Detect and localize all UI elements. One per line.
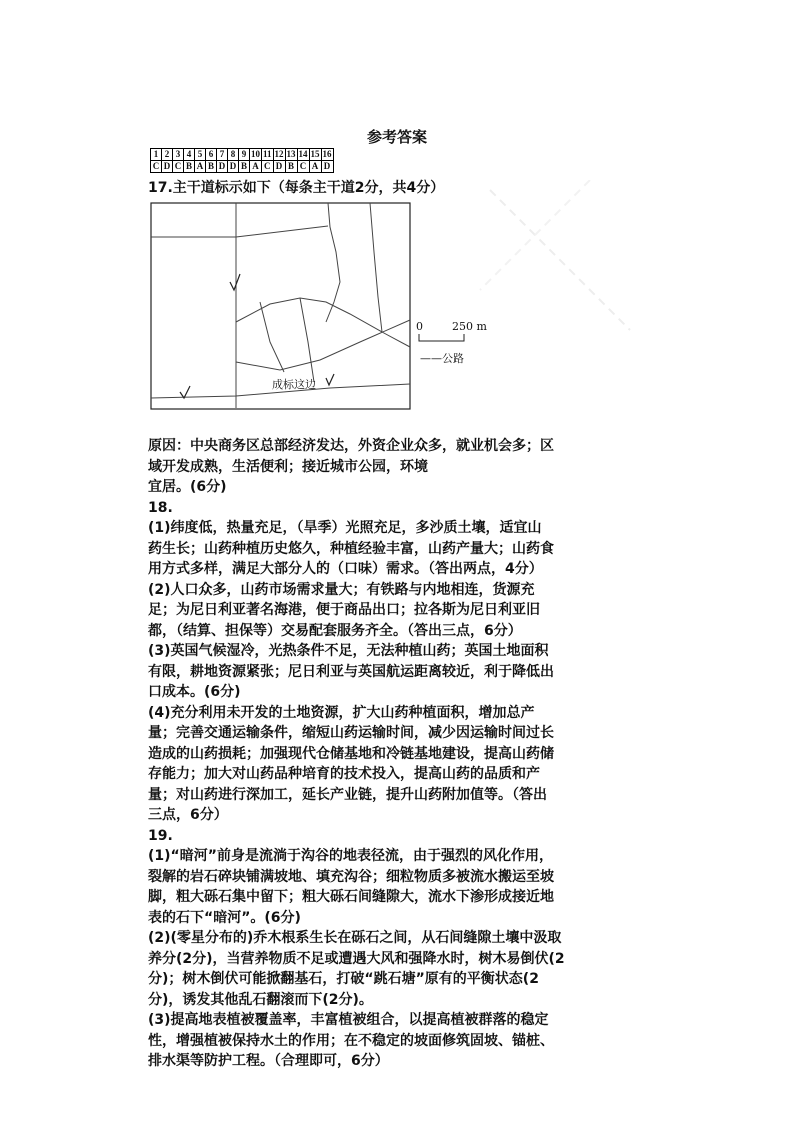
q19-answer-line: (3)提高地表植被覆盖率，丰富植被组合，以提高植被群落的稳定 (148, 1012, 549, 1028)
q19-answer-line: (2)(零星分布的)乔木根系生长在砾石之间，从石间缝隙土壤中汲取 (148, 930, 562, 946)
q18-answer-line: 造成的山药损耗；加强现代仓储基地和冷链基地建设，提高山药储 (148, 745, 554, 762)
road-right-curve (326, 203, 340, 322)
q17-reason-line: 域开发成熟，生活便利；接近城市公园，环境 (148, 458, 428, 475)
q19-answer-line: 脚，粗大砾石集中留下；粗大砾石间缝隙大，流水下渗形成接近地 (148, 889, 554, 905)
answer-table-answer: B (285, 161, 297, 173)
answer-table-number: 12 (274, 149, 284, 159)
answer-table-answer-row (151, 161, 334, 173)
check-mark-label (326, 374, 334, 385)
check-mark-main-road (230, 274, 240, 290)
answer-table-answer: D (228, 161, 239, 173)
answer-table-number: 9 (239, 149, 250, 161)
road-middle (236, 298, 410, 347)
answer-table-number: 8 (228, 149, 239, 161)
q19-answer-line: 表的石下“暗河”。(6分) (148, 909, 301, 926)
answer-table-answer: B (239, 161, 250, 173)
q17-reason (148, 436, 658, 498)
q19-answer (148, 846, 658, 1072)
q18-answer-line: 药生长；山药种植历史悠久，种植经验丰富，山药产量大；山药食 (148, 540, 554, 557)
answer-table-number: 6 (206, 149, 217, 161)
answer-table (150, 148, 334, 173)
watermark-lines (470, 180, 650, 360)
answer-table-number: 5 (195, 149, 206, 161)
map-legend: ——公路 (420, 352, 464, 365)
check-mark-bottom-road (180, 386, 190, 398)
map-scale-distance: 250 m (452, 320, 487, 333)
scale-bar (418, 333, 466, 343)
map-scale-zero: 0 (416, 320, 423, 333)
q17-reason-line: 宜居。(6分) (148, 479, 227, 495)
answer-table-answer: C (262, 161, 274, 173)
answer-table-answer: A (250, 161, 262, 173)
answer-table-number: 13 (286, 149, 296, 159)
q19-answer-line: 裂解的岩石碎块铺满坡地、填充沟谷；细粒物质多被流水搬运至坡 (148, 868, 554, 885)
answer-table-answer: C (151, 161, 162, 173)
page-title: 参考答案 (366, 128, 427, 146)
q18-answer-line: 足；为尼日利亚著名海港，便于商品出口；拉各斯为尼日利亚旧 (148, 602, 540, 618)
q18-answer (148, 518, 658, 826)
q19-answer-line: 排水渠等防护工程。（合理即可，6分） (148, 1053, 389, 1069)
road-far-right (370, 203, 382, 332)
answer-table-number: 16 (322, 149, 332, 159)
q18-answer-line: 存能力；加大对山药品种培育的技术投入，提高山药的品质和产 (148, 766, 540, 782)
answer-table-number: 1 (151, 149, 162, 161)
q19-answer-line: 养分(2分)，当营养物质不足或遭遇大风和强降水时，树木易倒伏(2 (148, 950, 565, 967)
answer-table-number: 2 (162, 149, 173, 161)
q18-answer-line: 口成本。(6分) (148, 684, 241, 700)
answer-table-number-row (151, 149, 334, 161)
q18-answer-line: (4)充分利用未开发的土地资源，扩大山药种植面积，增加总产 (148, 704, 535, 721)
answer-table-answer: B (184, 161, 195, 173)
answer-table-answer: B (206, 161, 217, 173)
answer-table-number: 4 (184, 149, 195, 161)
q18-answer-line: (2)人口众多，山药市场需求量大；有铁路与内地相连，货源充 (148, 581, 535, 598)
q19-answer-line: 性，增强植被保持水土的作用；在不稳定的坡面修筑固坡、锚桩、 (148, 1032, 554, 1049)
answer-table-number: 11 (263, 149, 272, 159)
road-lower-diagonal (236, 320, 410, 370)
answer-table-number: 7 (217, 149, 228, 161)
map-road-label: 成标这边 (272, 378, 316, 391)
answer-table-answer: C (297, 161, 309, 173)
answer-table-answer: A (195, 161, 206, 173)
answer-table-answer: C (173, 161, 184, 173)
q18-number: 18. (148, 499, 173, 516)
q19-answer-line: (1)“暗河”前身是流淌于沟谷的地表径流，由于强烈的风化作用， (148, 848, 553, 864)
road-top-horizontal (151, 226, 328, 237)
answer-table-number: 3 (173, 149, 184, 161)
answer-table-answer: A (309, 161, 321, 173)
answer-table-answer: D (321, 161, 333, 173)
q17-heading: 17.主干道标示如下（每条主干道2分，共4分） (148, 180, 445, 196)
q19-answer-line: 分)，诱发其他乱石翻滚而下(2分)。 (148, 991, 373, 1008)
q18-answer-line: (3)英国气候湿冷，光热条件不足，无法种植山药；英国土地面积 (148, 643, 549, 659)
answer-table-answer: D (273, 161, 285, 173)
q18-answer-line: (1)纬度低，热量充足，（旱季）光照充足，多沙质土壤，适宜山 (148, 520, 542, 536)
answer-table-number: 14 (298, 149, 308, 159)
answer-table-answer: D (217, 161, 228, 173)
answer-table-answer: D (162, 161, 173, 173)
q18-answer-line: 三点，6分） (148, 807, 228, 823)
q18-answer-line: 有限，耕地资源紧张；尼日利亚与英国航运距离较近，利于降低出 (148, 663, 554, 680)
q18-answer-line: 都，（结算、担保等）交易配套服务齐全。（答出三点，6分） (148, 622, 522, 639)
q18-answer-line: 量；完善交通运输条件，缩短山药运输时间，减少因运输时间过长 (148, 725, 554, 741)
answer-table-number: 10 (251, 149, 260, 159)
answer-table-number: 15 (310, 149, 320, 159)
answer-body (148, 436, 658, 1072)
q18-answer-line: 用方式多样，满足大部分人的（口味）需求。（答出两点，4分） (148, 561, 543, 577)
q18-answer-line: 量；对山药进行深加工，延长产业链，提升山药附加值等。（答出 (148, 786, 547, 803)
q17-reason-line: 原因：中央商务区总部经济发达，外资企业众多，就业机会多；区 (148, 438, 554, 454)
q19-number: 19. (148, 827, 173, 844)
road-inner-1 (260, 302, 284, 372)
q19-answer-line: 分)；树木倒伏可能掀翻基石，打破“跳石塘”原有的平衡状态(2 (148, 971, 539, 987)
road-inner-2 (300, 298, 314, 382)
